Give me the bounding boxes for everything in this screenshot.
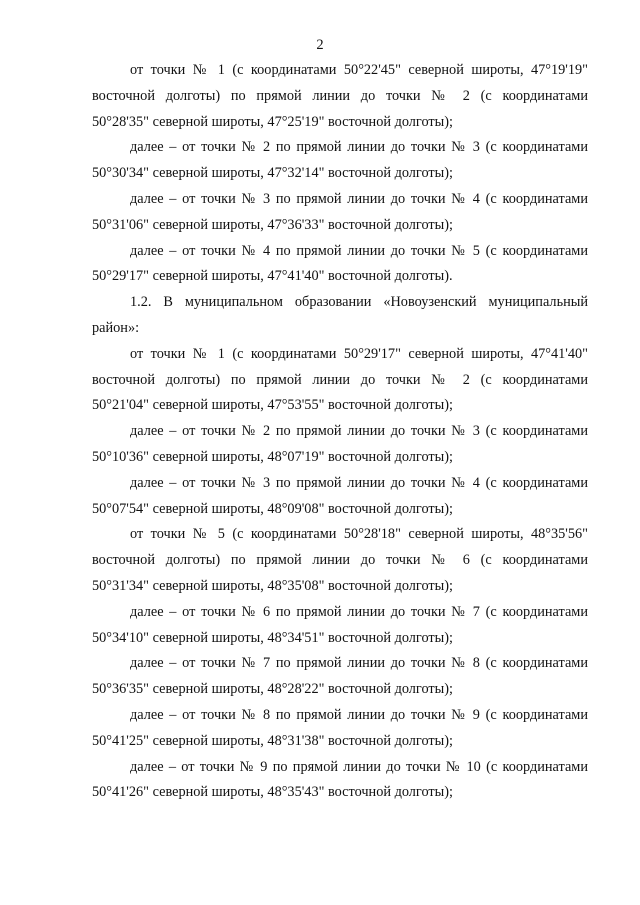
- paragraph-7: [92, 419, 588, 471]
- text-line: 50°36'35" северной широты, 48°28'22" восточной долготы);: [92, 681, 453, 698]
- paragraph-11: [92, 651, 588, 703]
- paragraph-6: [92, 342, 588, 419]
- text-line: далее – от точки № 7 по прямой линии до точки № 8 (с координатами: [130, 655, 588, 672]
- text-line: 50°34'10" северной широты, 48°34'51" восточной долготы);: [92, 629, 453, 646]
- text-line: 50°41'25" северной широты, 48°31'38" восточной долготы);: [92, 732, 453, 749]
- text-line: 50°29'17" северной широты, 47°41'40" восточной долготы).: [92, 268, 453, 285]
- text-line: район»:: [92, 319, 140, 336]
- text-line: 50°10'36" северной широты, 48°07'19" восточной долготы);: [92, 448, 453, 465]
- page-number: 2: [316, 37, 324, 53]
- text-line: от точки № 5 (с координатами 50°28'18" северной широты, 48°35'56": [130, 526, 588, 543]
- paragraph-13: [92, 755, 588, 807]
- text-line: 50°30'34" северной широты, 47°32'14" восточной долготы);: [92, 165, 453, 182]
- text-line: далее – от точки № 6 по прямой линии до точки № 7 (с координатами: [130, 603, 588, 620]
- text-line: далее – от точки № 3 по прямой линии до точки № 4 (с координатами: [130, 474, 588, 491]
- paragraph-4: [92, 239, 588, 291]
- text-line: 50°31'06" северной широты, 47°36'33" восточной долготы);: [92, 216, 453, 233]
- section-heading-1-2: [92, 290, 588, 342]
- text-line: восточной долготы) по прямой линии до точки № 6 (с координатами: [92, 552, 588, 569]
- text-line: далее – от точки № 3 по прямой линии до точки № 4 (с координатами: [130, 190, 588, 207]
- text-line: далее – от точки № 4 по прямой линии до точки № 5 (с координатами: [130, 242, 588, 259]
- paragraph-2: [92, 135, 588, 187]
- text-line: от точки № 1 (с координатами 50°22'45" северной широты, 47°19'19": [130, 62, 588, 78]
- text-line: 50°28'35" северной широты, 47°25'19" восточной долготы);: [92, 113, 453, 130]
- text-line: 50°07'54" северной широты, 48°09'08" восточной долготы);: [92, 500, 453, 517]
- text-line: 50°21'04" северной широты, 47°53'55" восточной долготы);: [92, 397, 453, 414]
- text-line: далее – от точки № 9 по прямой линии до точки № 10 (с координатами: [130, 758, 588, 775]
- paragraph-1: [92, 58, 588, 135]
- paragraph-8: [92, 471, 588, 523]
- text-line: восточной долготы) по прямой линии до точки № 2 (с координатами: [92, 87, 588, 104]
- text-line: от точки № 1 (с координатами 50°29'17" северной широты, 47°41'40": [130, 345, 588, 362]
- text-line: 50°41'26" северной широты, 48°35'43" восточной долготы);: [92, 784, 453, 801]
- paragraph-12: [92, 703, 588, 755]
- paragraph-9: [92, 522, 588, 599]
- paragraph-3: [92, 187, 588, 239]
- document-body: [92, 58, 588, 806]
- paragraph-10: [92, 600, 588, 652]
- text-line: 1.2. В муниципальном образовании «Новоузенский муниципальный: [130, 294, 588, 311]
- text-line: далее – от точки № 2 по прямой линии до точки № 3 (с координатами: [130, 139, 588, 156]
- text-line: 50°31'34" северной широты, 48°35'08" восточной долготы);: [92, 577, 453, 594]
- text-line: восточной долготы) по прямой линии до точки № 2 (с координатами: [92, 371, 588, 388]
- text-line: далее – от точки № 2 по прямой линии до точки № 3 (с координатами: [130, 423, 588, 440]
- text-line: далее – от точки № 8 по прямой линии до точки № 9 (с координатами: [130, 706, 588, 723]
